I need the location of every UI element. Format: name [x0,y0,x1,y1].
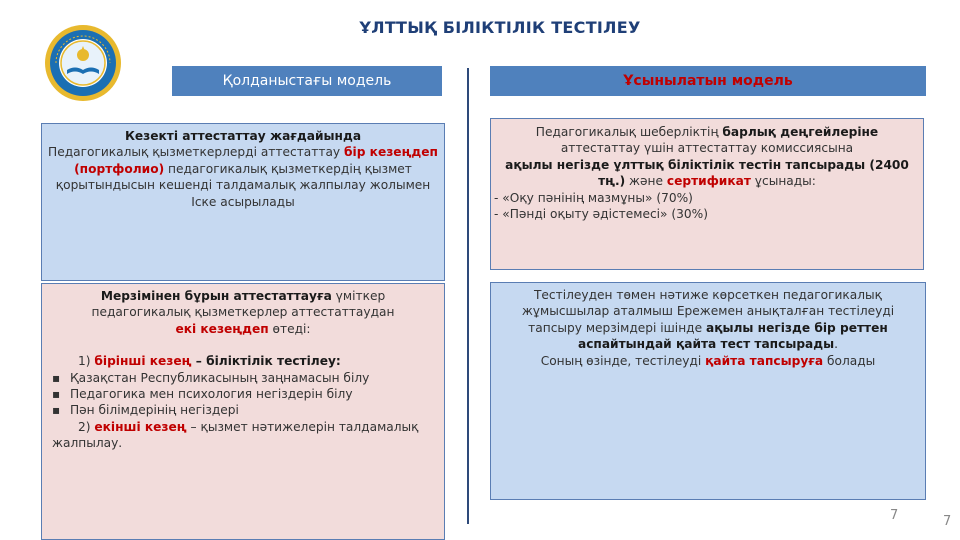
column-divider [467,68,469,524]
retest-text-1: Тестілеуден төмен нәтиже көрсеткен педагогикалық жұмысшылар аталмыш Ережемен анықталған тестілеуді тапсыру мерзімдері ішінде [521,288,895,335]
stage2-prefix: 2) [78,419,95,434]
certificate-highlight: сертификат [666,174,751,189]
national-testing-text-4: ұсынады: [750,174,816,189]
two-stages-tail: өтеді: [268,321,311,336]
list-item: ▪ Қазақстан Республикасының заңнамасын білу [52,370,434,386]
two-stages-highlight: екі кезеңдеп [175,321,269,336]
national-testing-text-1: Педагогикалық шеберліктің [535,125,723,139]
one-stage-highlight: бір кезеңдеп (портфолио) [74,145,438,176]
page-number: 7 [890,508,899,523]
list-item: ▪ Пән білімдерінің негіздері [52,402,434,418]
retake-highlight: қайта тапсыруға [705,353,824,368]
stage1-label: – біліктілік тестілеу: [191,354,341,369]
regular-attestation-text-1: Педагогикалық қызметкерлерді аттестаттау [48,145,341,160]
proposed-model-header: Ұсынылатын модель [490,66,926,96]
early-attestation-box [41,283,445,540]
regular-attestation-box [41,123,445,281]
list-item: - «Оқу пәнінің мазмұны» (70%) [494,190,693,205]
paid-test-bold: ақылы негізде ұлттық біліктілік тестін тапсырады (2400 тң.) [505,157,909,189]
national-testing-box [490,118,924,270]
stage1-prefix: 1) [78,354,95,369]
list-item: - «Пәнді оқыту әдістемесі» (30%) [494,207,708,222]
national-testing-text-3: және [625,174,667,189]
page-number-corner: 7 [943,514,952,529]
early-attestation-text: үміткер педагогикалық қызметкерлер аттестаттаудан [91,289,395,320]
current-model-header: Қолданыстағы модель [172,66,442,96]
ministry-emblem-icon [44,24,122,102]
retest-box: Тестілеуден төмен нәтиже көрсеткен педагогикалық жұмысшылар аталмыш Ережемен анықталған тестілеуді тапсыру мерзімдері ішінде ақылы негізде бір реттен аспайтындай қайта тест тапсырады. Соның өзінде, тестілеуді қайта тапсыруға болады [490,282,926,500]
retest-text-2: Соның өзінде, тестілеуді [540,353,706,368]
national-testing-text-2: аттестаттау үшін аттестаттау комиссиясына [560,141,854,156]
retest-bold: ақылы негізде бір реттен аспайтындай қайта тест тапсырады [577,320,888,352]
stage1-highlight: бірінші кезең [94,354,192,369]
regular-attestation-heading: Кезекті аттестаттау жағдайында [124,129,362,143]
stage2-tail: – қызмет нәтижелерін талдамалық жалпылау. [52,419,419,451]
all-levels-bold: барлық деңгейлеріне [722,125,879,139]
page-title: ҰЛТТЫҚ БІЛІКТІЛІК ТЕСТІЛЕУ [359,18,641,37]
early-attestation-heading: Мерзімінен бұрын аттестаттауға [100,289,332,303]
list-item: ▪ Педагогика мен психология негіздерін білу [52,386,434,402]
regular-attestation-text-2: педагогикалық қызметкердің қызмет қорытындысын кешенді талдамалық жалпылау жолымен Іске асырылады [55,161,431,209]
retest-text-3: болады [823,353,876,368]
stage2-highlight: екінші кезең [94,419,187,434]
